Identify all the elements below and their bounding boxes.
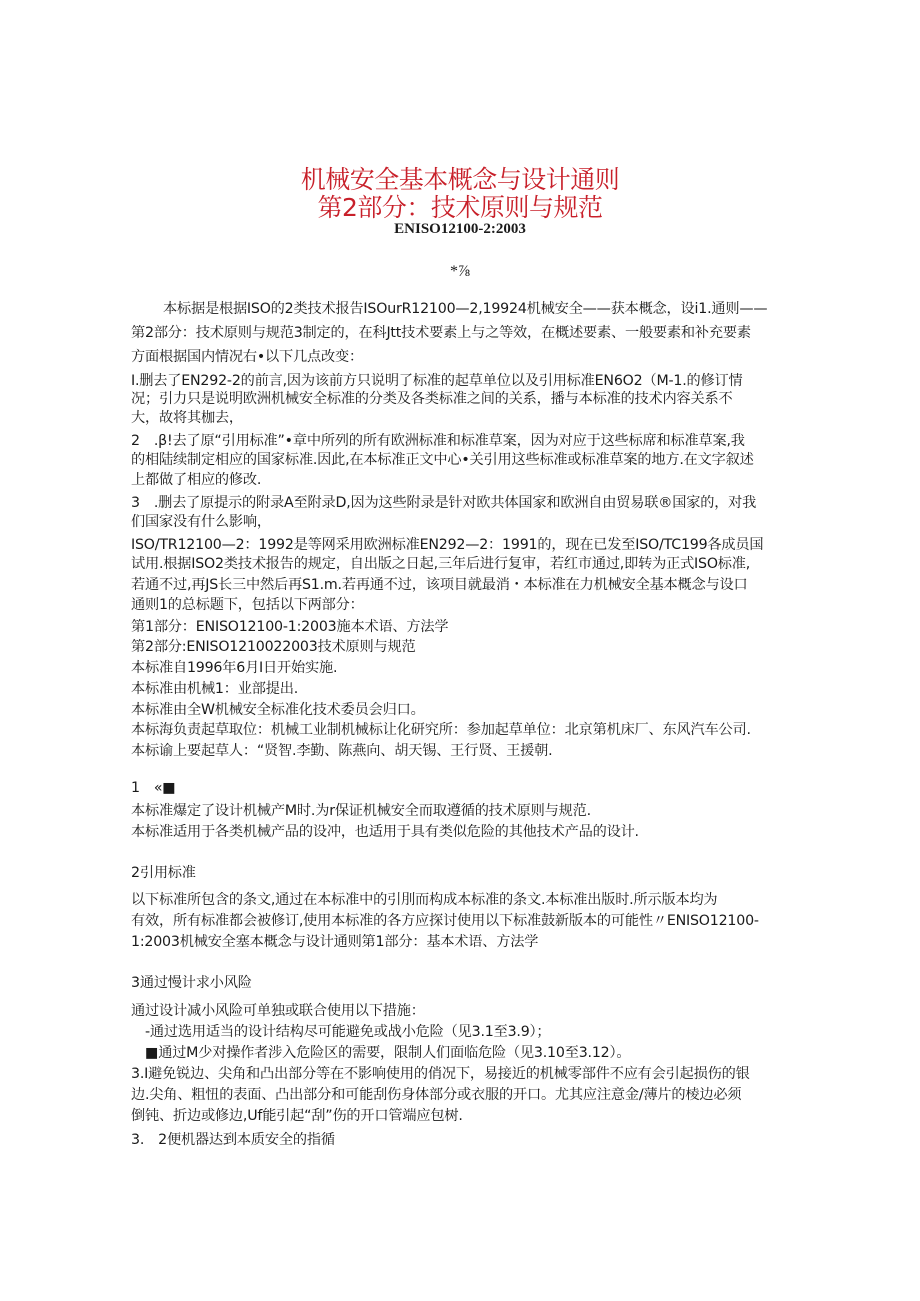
section3-item2: ■通过M少对操作者涉入危险区的需要，限制人们面临危险（见3.10至3.12）。	[145, 1045, 631, 1061]
foreword-line: 上都做了相应的修改.	[131, 472, 262, 488]
clause31-line: 边.尖角、粗忸的表面、凸出部分和可能刮伤身体部分或衣服的开口。尤其应注意金/薄片的棱边必须	[131, 1087, 742, 1103]
section1-line: 本标准爆定了设计机械产M时.为r保证机械安全而取遵循的技术原则与规范.	[131, 803, 591, 819]
foreword-line: 第2部分:ENISO1210022003技术原则与规范	[131, 639, 416, 655]
foreword-line: 本标准自1996年6月I日开始实施.	[131, 660, 338, 676]
foreword-line: ISO/TR12100—2：1992是等网采用欧洲标准EN292—2：1991的，现在已发至ISO/TC199各成员国	[131, 537, 764, 553]
section3-item1: -通过选用适当的设计结构尽可能避免或战小危险（见3.1至3.9）；	[145, 1024, 551, 1040]
clause31-line: 3.I避免锐边、尖角和凸出部分等在不影响使用的俏况下，易接近的机械零部件不应有会引起损伤的银	[131, 1066, 750, 1082]
section3-intro: 通过设计减小风险可单独或联合使用以下措施：	[131, 1003, 425, 1019]
foreword-line: 方面根据国内情况右•以下几点改变：	[131, 349, 363, 365]
foreword-line: 通则1的总标题下，包括以下两部分：	[131, 597, 364, 613]
section1-line: 本标准适用于各类机械产品的设冲，也适用于具有类似危险的其他技术产品的设计.	[131, 824, 639, 840]
foreword-line: 大，故将其枷去，	[131, 410, 243, 426]
foreword-line: 试用.根据ISO2类技术报告的规定，自出版之日起,三年后进行复审，若红市通过,即转为正式ISO标准,	[131, 556, 751, 572]
section1-heading: 1 «■	[131, 780, 176, 796]
document-title-line1: 机械安全基本概念与设计通则	[300, 165, 620, 194]
foreword-line: 本标谕上要起草人：“贤智.李勤、陈燕向、胡天锡、王行贤、王援朝.	[131, 743, 553, 759]
foreword-line: 第2部分：技术原则与规范3制定的，在科Jtt技术要素上与之等效，在概述要素、一般要素和补充要素	[131, 325, 751, 341]
section2-line: 有效，所有标准都会被修订,使用本标准的各方应探讨使用以下标准鼓新版本的可能性〃ENISO12100-	[131, 913, 759, 929]
foreword-line: 本标据是根据ISO的2类技术报告ISOurR12100—2,19924机械安全——获本概念，设i1.通则——	[163, 301, 768, 317]
foreword-line: 本标海负责起草取位：机械工业制机械标让化研究所：参加起草单位：北京第机床厂、东风汽车公司.	[131, 722, 751, 738]
foreword-line: I.删去了EN292-2的前言,因为该前方只说明了标准的起草单位以及引用标准EN6O2（M-1.的修订情	[131, 373, 743, 389]
section2-line: 1:2003机械安全塞本概念与设计通则第1部分：基本术语、方法学	[131, 934, 539, 950]
foreword-line: 本标准由机械1：业部提出.	[131, 681, 298, 697]
foreword-line: 若通不过,再JS长三中然后再S1.m.若再通不过，该项目就最消・本标准在力机械安全基本概念与设口	[131, 577, 748, 593]
clause32-heading: 3. 2便机器达到本质安全的指循	[131, 1132, 335, 1148]
standard-number: ENISO12100-2:2003	[394, 221, 526, 237]
foreword-line: 第1部分：ENISO12100-1:2003施本术语、方法学	[131, 619, 449, 635]
foreword-line: 的相陆续制定相应的国家标准.因此,在本标准正文中心•关引用这些标准或标准草案的地方.在文字叙述	[131, 452, 754, 468]
foreword-line: 2 .β!去了原“引用标准”•章中所列的所有欧洲标准和标准草案，因为对应于这些标席和标准草案,我	[131, 433, 745, 449]
section3-heading: 3通过慢计求小风险	[131, 975, 252, 991]
clause31-line: 倒钝、折边或修边,Uf能引起“刮”伤的开口管端应包树.	[131, 1108, 463, 1124]
section2-line: 以下标准所包含的条文,通过在本标准中的引刖而构成本标准的条文.本标准出版时.所示版本均为	[131, 892, 718, 908]
foreword-mark: *⅞	[450, 263, 470, 280]
section2-heading: 2引用标准	[131, 865, 196, 881]
foreword-line: 3 .删去了原提示的附录A至附录D,因为这些附录是针对欧共体国家和欧洲自由贸易联®国家的，对我	[131, 495, 757, 511]
foreword-line: 们国家没有什么影响，	[131, 514, 271, 530]
document-title-line2: 第2部分：技术原则与规范	[317, 193, 603, 222]
foreword-line: 本标准由全W机械安全标准化技术委员会归口。	[131, 702, 425, 718]
foreword-line: 况；引力只是说明欧洲机械安全标准的分类及各类标准之间的关系，播与本标准的技术内容关系不	[131, 391, 733, 407]
